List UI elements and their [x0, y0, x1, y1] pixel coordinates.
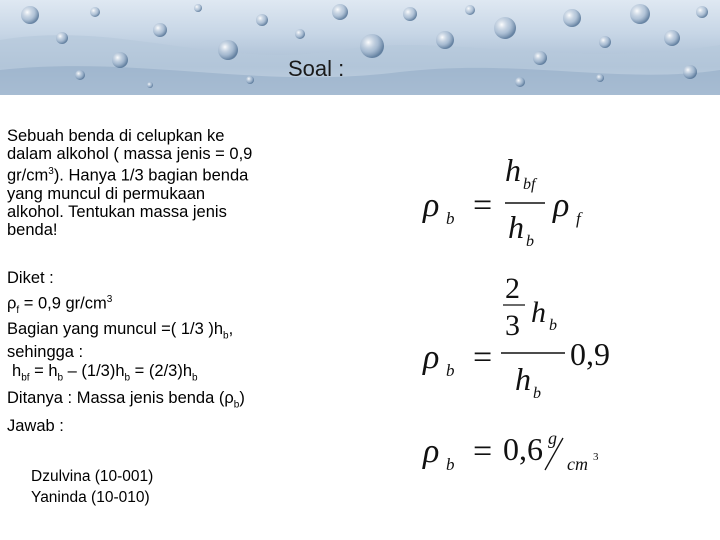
eq1-lhs: ρ: [423, 187, 440, 224]
problem-line: $gr/cm^3$). Hanya 1/3 bagian benda: [7, 166, 249, 185]
problem-text: [7, 127, 312, 239]
jawab-line: Jawab :: [7, 416, 64, 435]
diket-label: Diket :: [7, 269, 54, 287]
bubbles-decoration: [0, 0, 720, 95]
problem-line: benda!: [7, 220, 58, 239]
problem-line: yang muncul di permukaan: [7, 184, 206, 203]
eq1-rhs-sub: f: [576, 209, 581, 228]
problem-line: Sebuah benda di celupkan ke: [7, 127, 225, 145]
rho-f-line: $\rho_f = 0,9$ $gr/cm^3$: [7, 294, 113, 316]
muncul-line: Bagian yang muncul =( 1/3 )$h_b$,: [7, 319, 234, 342]
eq3-lhs-sub: b: [446, 455, 455, 474]
author-name: Yaninda (10-010): [31, 489, 150, 506]
eq3-unit-exp: 3: [593, 451, 599, 463]
eq1-num: h: [505, 152, 521, 188]
eq2-den-sub: b: [533, 385, 541, 402]
eq2-two: 2: [505, 272, 520, 305]
ditanya-line: Ditanya : Massa jenis benda $(\rho_b)$: [7, 389, 245, 411]
eq1-num-sub: bf: [523, 176, 536, 193]
known-values: [7, 268, 337, 437]
eq1-den: h: [508, 209, 524, 245]
eq2-den: h: [515, 361, 531, 397]
eq2-lhs: ρ: [423, 339, 440, 376]
eq2-three: 3: [505, 309, 520, 342]
eq1-equals: =: [473, 187, 493, 224]
sehingga-line: sehingga :: [7, 343, 84, 362]
author-name: Dzulvina (10-001): [31, 468, 154, 485]
water-banner: [0, 0, 720, 95]
equation-1: [415, 148, 715, 248]
eq1-den-sub: b: [526, 233, 534, 248]
eq3-unit-den: cm: [567, 454, 588, 474]
equation-3: [415, 420, 715, 490]
problem-line: alkohol. Tentukan massa jenis: [7, 202, 227, 221]
problem-line: dalam alkohol ( massa jenis = 0,9: [7, 145, 253, 163]
eq3-value: 0,6: [503, 431, 543, 467]
eq2-equals: =: [473, 339, 493, 376]
hbf-line: $h_{bf} = h_b - (1/3)h_b = (2/3)h_b$: [12, 362, 198, 384]
eq2-top-h: h: [531, 296, 546, 329]
authors: [31, 466, 153, 508]
eq3-lhs: ρ: [423, 433, 440, 470]
eq2-lhs-sub: b: [446, 361, 455, 380]
eq2-top-h-sub: b: [549, 317, 557, 334]
eq1-rhs: ρ: [553, 187, 570, 224]
eq3-unit-num: g: [548, 428, 557, 448]
eq1-lhs-sub: b: [446, 209, 455, 228]
eq2-rhs: 0,9: [570, 336, 610, 372]
slide-title: Soal :: [288, 56, 345, 81]
equation-2: [415, 270, 715, 410]
eq3-equals: =: [473, 433, 493, 470]
